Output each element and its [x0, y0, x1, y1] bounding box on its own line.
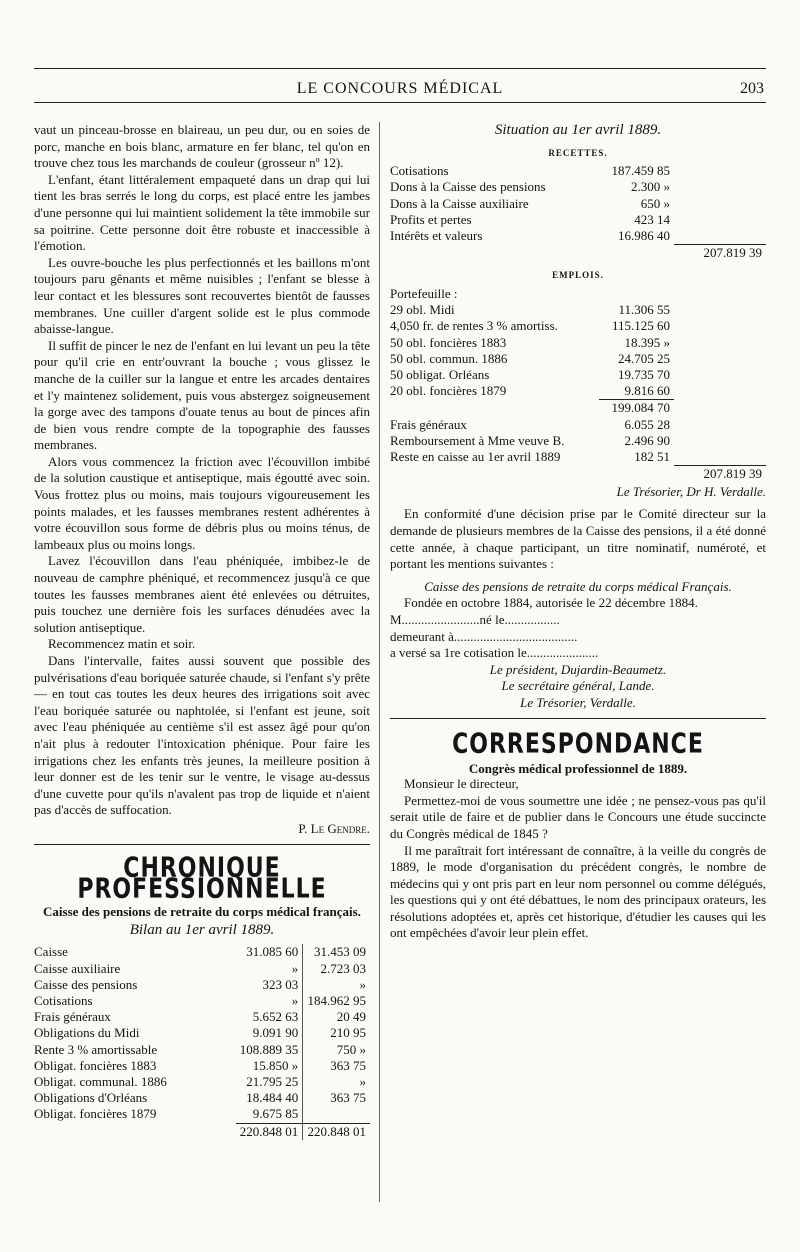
subheading: Congrès médical professionnel de 1889.: [468, 761, 688, 777]
row-label: Frais généraux: [34, 1009, 111, 1025]
row-value: 24.705 25: [618, 350, 670, 366]
table-row: [34, 961, 370, 977]
debit-value: 18.484 40: [236, 1090, 303, 1106]
table-row: [390, 449, 766, 465]
row-value: 16.986 40: [618, 228, 670, 243]
form-line: demeurant à......................................: [390, 628, 578, 644]
emplois-heading: EMPLOIS.: [552, 269, 604, 280]
debit-value: 31.085 60: [236, 944, 303, 960]
left-column: [34, 122, 370, 1140]
right-column: [390, 122, 766, 942]
table-row: [34, 993, 370, 1009]
tresorier-signature-2: Le Trésorier, Verdalle.: [520, 694, 636, 710]
form-line: a versé sa 1re cotisation le......................: [390, 645, 599, 661]
debit-total: 220.848 01: [236, 1123, 303, 1140]
column-separator: [379, 122, 380, 1202]
row-label: Obligations d'Orléans: [34, 1090, 148, 1106]
row-value: 115.125 60: [611, 318, 670, 334]
total-row: [390, 465, 766, 482]
credit-value: 363 75: [330, 1090, 366, 1106]
header-rule-bottom: [34, 102, 766, 103]
row-label: Remboursement à Mme veuve B.: [390, 432, 565, 448]
row-value: 18.395 »: [624, 334, 670, 350]
table-row: [34, 1009, 370, 1025]
row-label: Dons à la Caisse auxiliaire: [390, 195, 529, 211]
debit-value: 9.675 85: [236, 1106, 303, 1123]
credit-value: »: [359, 1073, 366, 1089]
row-label: Caisse: [34, 944, 68, 960]
row-label: Dons à la Caisse des pensions: [390, 179, 546, 195]
table-row: [34, 1025, 370, 1041]
row-label: Cotisations: [34, 992, 93, 1008]
salutation: Monsieur le directeur,: [404, 776, 519, 792]
portefeuille-label: Portefeuille :: [390, 285, 458, 301]
section-title: CORRESPONDANCE: [452, 728, 704, 760]
table-row: [390, 335, 766, 351]
president-signature: Le président, Dujardin-Beaumetz.: [489, 661, 667, 677]
table-row: [390, 196, 766, 212]
recettes-table: [390, 163, 766, 261]
section-rule: [34, 844, 370, 845]
paragraph: Dans l'intervalle, faites aussi souvent que possible des pulvérisations d'eau boriquée saturée chaude, si l'enfant s'y prête — en tout cas toutes les deux heures des irrigations soit avec l'eau boriquée saturée ou naphtolée, si l'enfant est jeune, soit avec l'eau phéniquée au centième s'il est assez âgé pour qu'on n'ait plus à redouter l'intoxication phénique. Pour faire les irrigations chez les enfants très jeunes, la meilleure position à leur donner est de les tenir sur le ventre, le visage au-dessus d'une cuvette pour qu'ils n'avalent pas trop de liquide et n'aient pas d'accès de suffocation.: [34, 653, 370, 818]
row-label: 50 obl. foncières 1883: [390, 334, 507, 350]
credit-value: 20 49: [336, 1009, 366, 1025]
emplois-total: 207.819 39: [674, 465, 766, 482]
section-title: CHRONIQUE PROFESSIONNELLE: [77, 852, 327, 905]
header-rule-top: [34, 68, 766, 69]
table-row: [34, 1058, 370, 1074]
table-row: [34, 1090, 370, 1106]
row-label: Obligations du Midi: [34, 1025, 140, 1041]
row-label: Obligat. communal. 1886: [34, 1073, 167, 1089]
table-row: [34, 977, 370, 993]
table-row: [390, 228, 766, 244]
table-row: [390, 179, 766, 195]
row-label: Intérêts et valeurs: [390, 228, 483, 243]
section-rule: [390, 718, 766, 719]
paragraph: vaut un pinceau-brosse en blaireau, un peu dur, ou en soies de porc, manche en bois blanc, armature en fer blanc, tel qu'on en trouve chez tous les marchands de couleur (grosseur nº 12).: [34, 122, 370, 171]
table-row: [390, 383, 766, 400]
table-row: [390, 212, 766, 228]
credit-value: 363 75: [330, 1057, 366, 1073]
row-value: 187.459 85: [611, 163, 670, 179]
credit-total: 220.848 01: [303, 1123, 370, 1140]
table-row: [34, 1042, 370, 1058]
paragraph: Alors vous commencez la friction avec l'écouvillon imbibé de la solution caustique et antiseptique, mais égoutté avec soin. Vous frottez plus ou moins, mais toujours vigoureusement les points malades, et les fausses membranes restent adhérentes à votre écouvillon sous forme de débris plus ou moins ténus, de lambeaux plus ou moins longs.: [34, 453, 370, 552]
row-label: 4,050 fr. de rentes 3 % amortiss.: [390, 318, 558, 334]
debit-value: 15.850 »: [236, 1058, 303, 1074]
table-row: [390, 351, 766, 367]
credit-value: 184.962 95: [307, 992, 366, 1008]
bilan-table: [34, 944, 370, 1139]
debit-value: 21.795 25: [236, 1074, 303, 1090]
row-value: 2.496 90: [624, 432, 670, 448]
debit-value: »: [236, 961, 303, 977]
row-label: Caisse auxiliaire: [34, 960, 121, 976]
row-value: 19.735 70: [618, 366, 670, 382]
bilan-title: Bilan au 1er avril 1889.: [129, 921, 275, 938]
subtotal-row: [390, 400, 766, 417]
row-value: 6.055 28: [624, 416, 670, 432]
page-number: 203: [740, 80, 764, 97]
secretaire-signature: Le secrétaire général, Lande.: [501, 678, 655, 694]
row-label: 20 obl. foncières 1879: [390, 383, 507, 399]
debit-value: 108.889 35: [236, 1042, 303, 1058]
title-line: Caisse des pensions de retraite du corps médical Français.: [424, 578, 732, 594]
table-row: [390, 417, 766, 433]
total-row: [34, 1123, 370, 1140]
row-value: 182 51: [634, 448, 670, 464]
table-row: [34, 1106, 370, 1123]
row-value: 2.300 »: [631, 179, 670, 195]
row-label: Caisse des pensions: [34, 976, 138, 992]
table-row: [390, 318, 766, 334]
row-label: 50 obl. commun. 1886: [390, 350, 508, 366]
credit-value: 31.453 09: [314, 944, 366, 960]
row-label: 50 obligat. Orléans: [390, 366, 490, 382]
debit-value: 323 03: [236, 977, 303, 993]
paragraph: En conformité d'une décision prise par le Comité directeur sur la demande de plusieurs membres de la Caisse des pensions, il a été donné cette année, à chaque participant, un titre nominatif, numéroté, et portant les mentions suivantes :: [390, 506, 766, 572]
table-row: [390, 433, 766, 449]
row-label: 29 obl. Midi: [390, 302, 455, 318]
row-value: 9.816 60: [624, 383, 670, 399]
paragraph: L'enfant, étant littéralement empaqueté dans un drap qui lui tient les bras serrés le long du corps, est placé entre les jambes d'une personne qui lui maintient solidement la tête immobile sur sa poitrine. Cette personne doit être robuste et inaccessible à l'émotion.: [34, 171, 370, 254]
recettes-heading: RECETTES.: [548, 147, 608, 158]
row-label: Obligat. foncières 1879: [34, 1106, 157, 1122]
total-row: [390, 244, 766, 261]
paragraph: Il me paraîtrait fort intéressant de connaître, à la veille du congrès de 1889, le mode d'organisation du précédent congrès, le nombre de médecins qui y ont pris part en leur nom personnel ou comme délégués, les questions qui y ont été débattues, le nom des principaux orateurs, les résolutions adoptées et, après cet historique, d'étudier les causes qui les ont empêchées d'avoir leur plein effet.: [390, 842, 766, 941]
credit-value: 750 »: [336, 1041, 366, 1057]
table-row: [390, 302, 766, 318]
paragraph: Fondée en octobre 1884, autorisée le 22 décembre 1884.: [404, 595, 698, 611]
debit-value: 5.652 63: [236, 1009, 303, 1025]
row-value: 423 14: [634, 211, 670, 227]
debit-value: 9.091 90: [236, 1025, 303, 1041]
paragraph: Permettez-moi de vous soumettre une idée ; ne pensez-vous pas qu'il serait utile de faire et de publier dans le Concours une étude succincte du Congrès médical de 1845 ?: [390, 792, 766, 841]
table-row: [390, 367, 766, 383]
table-row: [34, 944, 370, 960]
table-row: [34, 1074, 370, 1090]
credit-value: [303, 1106, 370, 1123]
author-signature: P. Le Gendre.: [298, 820, 370, 836]
journal-title: LE CONCOURS MÉDICAL: [296, 80, 504, 97]
row-label: Frais généraux: [390, 416, 467, 432]
row-label: Obligat. foncières 1883: [34, 1057, 157, 1073]
recettes-total: 207.819 39: [674, 244, 766, 261]
tresorier-signature: Le Trésorier, Dr H. Verdalle.: [616, 483, 766, 499]
table-row: [390, 163, 766, 179]
portefeuille-total: 199.084 70: [599, 400, 674, 417]
form-line: M........................né le.................: [390, 611, 560, 627]
row-label: Reste en caisse au 1er avril 1889: [390, 448, 561, 464]
credit-value: »: [359, 976, 366, 992]
paragraph: Il suffit de pincer le nez de l'enfant en lui levant un peu la tête pour qu'il crie en entr'ouvrant la bouche ; vous glissez le manche de la cuiller sur la langue et entre les arcades dentaires et l'y maintenez solidement, puis vous abstergez soigneusement la gorge avec des tampons d'ouate tenus au bout de pinces afin de bien vous rendre compte de la topographie des fausses membranes.: [34, 337, 370, 453]
paragraph: Les ouvre-bouche les plus perfectionnés et les baillons m'ont toujours paru gênants et même nuisibles ; l'enfant se blesse à leur contact et les blessures sont recouvertes bientôt de fausses membranes. Une cuiller d'argent solide est le plus commode abaisse-langue.: [34, 254, 370, 337]
row-label: Cotisations: [390, 163, 449, 179]
emplois-table: [390, 302, 766, 482]
subheading: Caisse des pensions de retraite du corps médical français.: [43, 903, 361, 919]
row-label: Profits et pertes: [390, 211, 472, 227]
paragraph: Lavez l'écouvillon dans l'eau phéniquée, imbibez-le de nouveau de camphre phéniqué, et recommencez jusqu'à ce que toutes les fausses membranes aient été enlevées ou détruites, puis touchez une dernière fois les surfaces dénudées avec la solution antiseptique.: [34, 553, 370, 635]
situation-title: Situation au 1er avril 1889.: [494, 122, 662, 138]
paragraph: Recommencez matin et soir.: [48, 636, 196, 652]
row-value: 11.306 55: [618, 302, 670, 318]
credit-value: 2.723 03: [320, 960, 366, 976]
credit-value: 210 95: [330, 1025, 366, 1041]
row-value: 650 »: [640, 195, 670, 211]
row-label: Rente 3 % amortissable: [34, 1041, 158, 1057]
debit-value: »: [236, 993, 303, 1009]
